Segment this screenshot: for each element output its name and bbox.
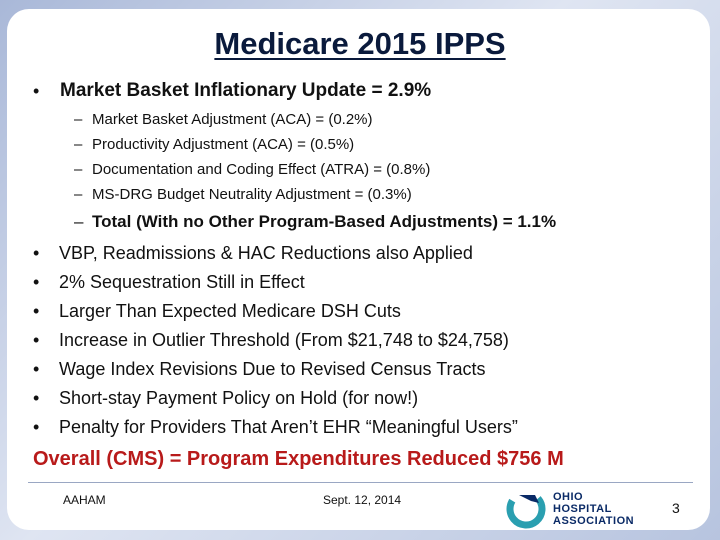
sub-item-text: Market Basket Adjustment (ACA) = (0.2%) xyxy=(92,111,373,128)
dash-marker: – xyxy=(74,161,83,178)
bullet-text: 2% Sequestration Still in Effect xyxy=(59,272,305,292)
bullet-marker: • xyxy=(33,330,40,350)
logo-mark-icon xyxy=(505,489,547,529)
bullet-marker: • xyxy=(33,81,40,101)
slide-title-text: Medicare 2015 IPPS xyxy=(214,26,506,61)
bullet-text: Larger Than Expected Medicare DSH Cuts xyxy=(59,301,401,321)
logo-wordmark xyxy=(553,491,634,527)
bullet-marker: • xyxy=(33,417,40,437)
footer-divider xyxy=(28,482,693,483)
ohio-hospital-association-logo xyxy=(505,489,655,529)
bullet-marker: • xyxy=(33,301,40,321)
dash-marker: – xyxy=(74,186,83,203)
bullet-text: Increase in Outlier Threshold (From $21,748 to $24,758) xyxy=(59,330,509,350)
bullet-text: Short-stay Payment Policy on Hold (for now!) xyxy=(59,388,419,408)
bullet-text: Penalty for Providers That Aren’t EHR “Meaningful Users” xyxy=(59,417,518,437)
logo-line: ASSOCIATION xyxy=(553,515,635,527)
page-number: 3 xyxy=(672,500,680,516)
bullet-marker: • xyxy=(33,388,40,408)
footer-date: Sept. 12, 2014 xyxy=(323,493,402,507)
sub-item-total-text: Total (With no Other Program-Based Adjustments) = 1.1% xyxy=(92,212,557,231)
sub-item-text: Documentation and Coding Effect (ATRA) = (0.8%) xyxy=(92,161,431,178)
dash-marker: – xyxy=(74,212,84,231)
bullet-text: VBP, Readmissions & HAC Reductions also Applied xyxy=(59,243,473,263)
overall-summary: Overall (CMS) = Program Expenditures Reduced $756 M xyxy=(33,448,564,470)
dash-marker: – xyxy=(74,136,83,153)
sub-item-text: Productivity Adjustment (ACA) = (0.5%) xyxy=(92,136,355,153)
logo-line: OHIO xyxy=(553,491,584,503)
main-bullet-text: Market Basket Inflationary Update = 2.9% xyxy=(60,80,432,101)
footer-organization: AAHAM xyxy=(63,493,106,507)
sub-item-text: MS-DRG Budget Neutrality Adjustment = (0.3%) xyxy=(92,186,412,203)
bullet-text: Wage Index Revisions Due to Revised Census Tracts xyxy=(59,359,486,379)
bullet-marker: • xyxy=(33,359,40,379)
dash-marker: – xyxy=(74,111,83,128)
slide-title xyxy=(0,26,720,62)
logo-line: HOSPITAL xyxy=(553,503,612,515)
bullet-marker: • xyxy=(33,272,40,292)
bullet-marker: • xyxy=(33,243,40,263)
